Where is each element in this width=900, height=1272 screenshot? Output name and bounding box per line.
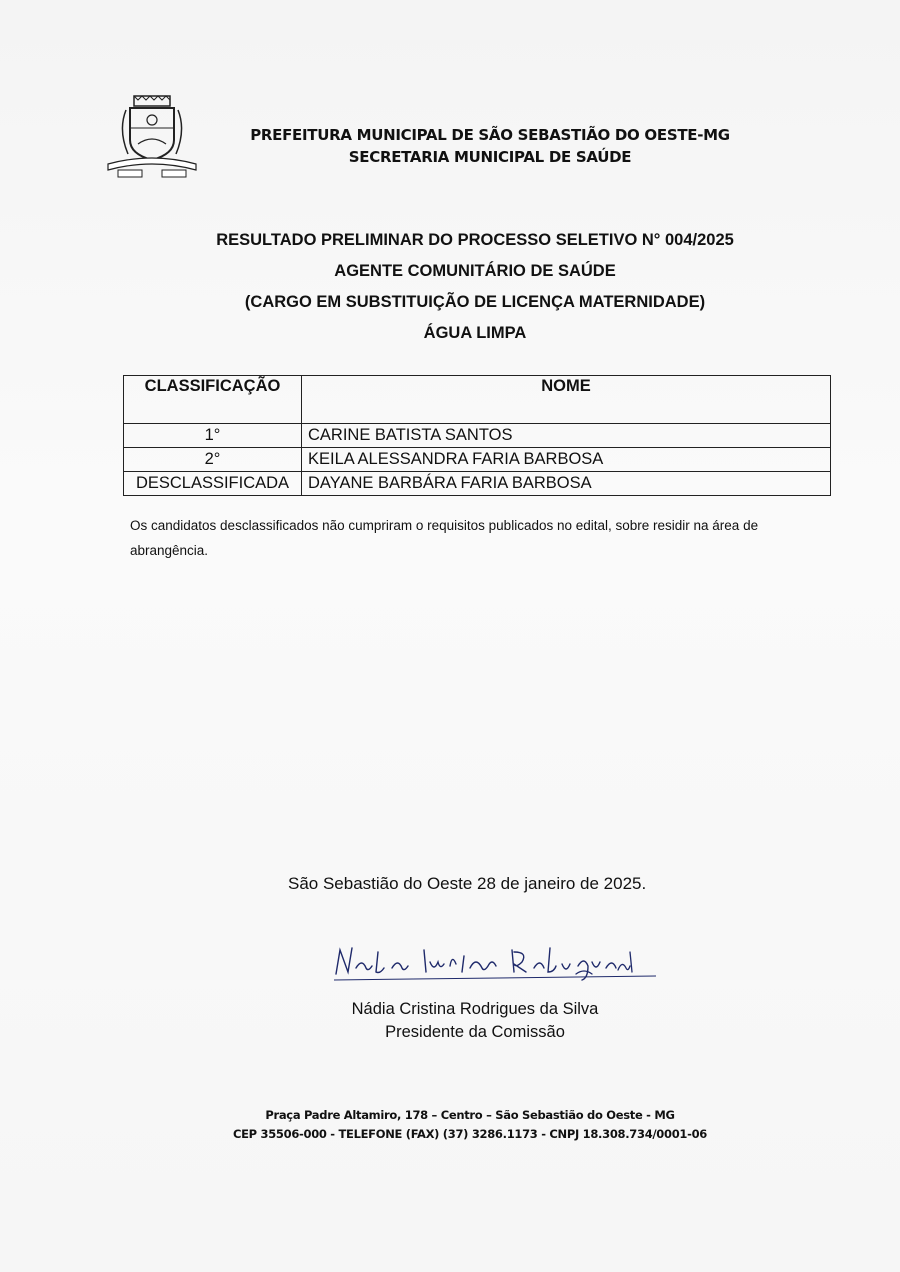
results-table [123,375,831,496]
signer-block [330,998,620,1044]
table-row [124,472,831,496]
handwritten-signature [330,938,660,988]
name-cell: DAYANE BARBÁRA FARIA BARBOSA [302,472,831,496]
title-line-4: ÁGUA LIMPA [423,324,527,342]
signer-role: Presidente da Comissão [385,1023,565,1041]
document-title [140,225,810,349]
title-line-3: (CARGO EM SUBSTITUIÇÃO DE LICENÇA MATERNIDADE) [244,293,706,311]
title-line-2: AGENTE COMUNITÁRIO DE SAÚDE [334,262,616,280]
footer-line-1: Praça Padre Altamiro, 178 – Centro – São Sebastião do Oeste - MG [265,1108,675,1122]
letterhead-line-2: SECRETARIA MUNICIPAL DE SAÚDE [348,148,632,166]
rank-cell: 1° [124,424,302,448]
municipal-crest-icon [104,94,200,180]
place-and-date: São Sebastião do Oeste 28 de janeiro de 2025. [288,874,647,893]
rank-cell: 2° [124,448,302,472]
letterhead-line-1: PREFEITURA MUNICIPAL DE SÃO SEBASTIÃO DO OESTE-MG [250,126,730,144]
letterhead [220,124,760,168]
title-line-1: RESULTADO PRELIMINAR DO PROCESSO SELETIVO N° 004/2025 [216,231,734,249]
column-header-classification: CLASSIFICAÇÃO [124,376,302,424]
footer-line-2: CEP 35506-000 - TELEFONE (FAX) (37) 3286.1173 - CNPJ 18.308.734/0001-06 [232,1127,707,1141]
name-cell: KEILA ALESSANDRA FARIA BARBOSA [302,448,831,472]
table-header-row [124,376,831,424]
rank-cell: DESCLASSIFICADA [124,472,302,496]
name-cell: CARINE BATISTA SANTOS [302,424,831,448]
table-row [124,424,831,448]
disqualification-note: Os candidatos desclassificados não cumpriram o requisitos publicados no edital, sobre residir na área de abrangência. [130,518,759,558]
column-header-name: NOME [302,376,831,424]
signer-name: Nádia Cristina Rodrigues da Silva [351,1000,599,1018]
footer-address [200,1106,740,1144]
table-row [124,448,831,472]
